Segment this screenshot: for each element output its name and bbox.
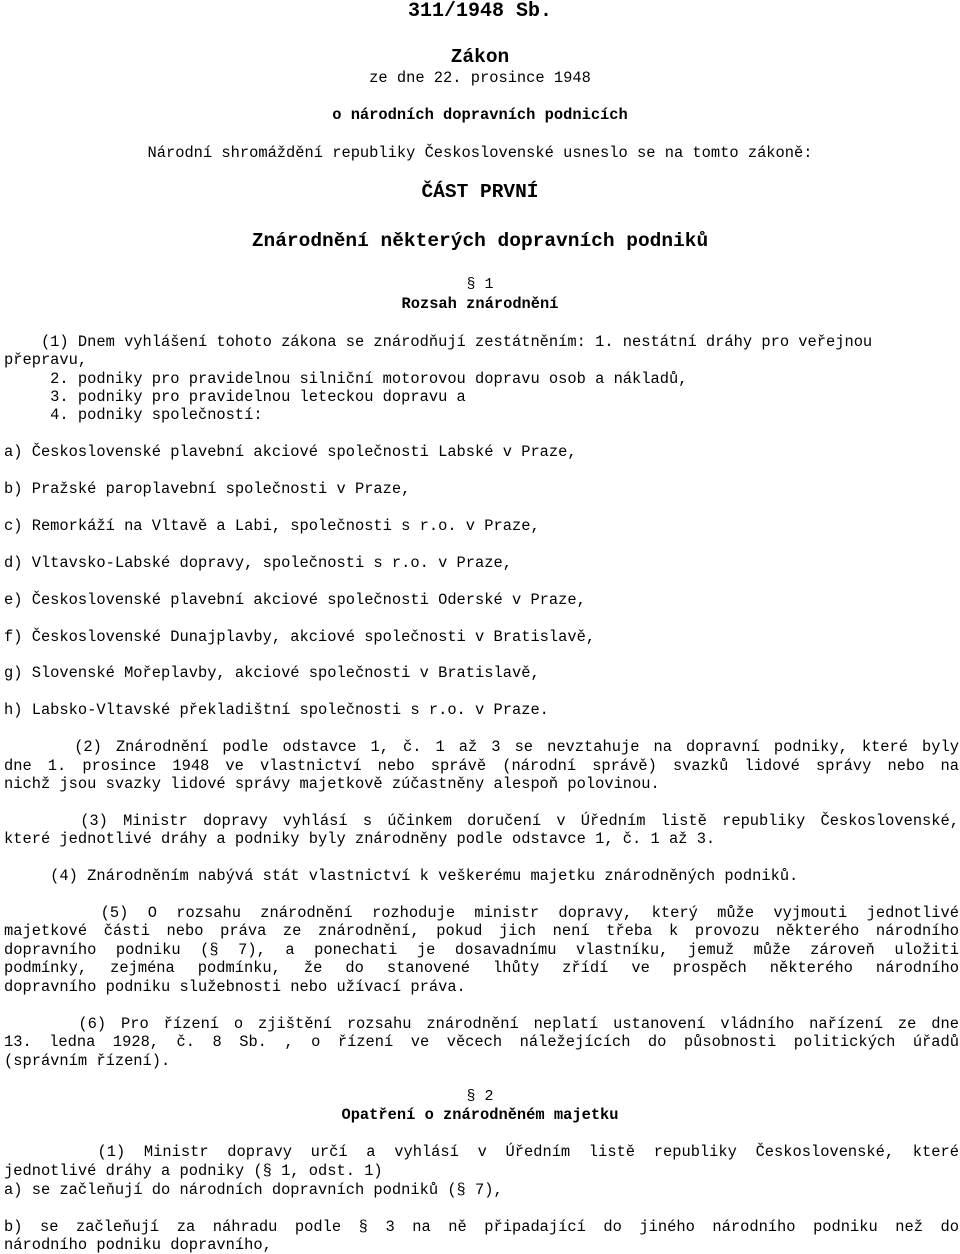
section-1-para6-line3: (správním řízení). xyxy=(4,1052,171,1070)
preamble: Národní shromáždění republiky Československé usneslo se na tomto zákoně: xyxy=(147,144,813,162)
section-1-para1-line2: přepravu, xyxy=(4,351,88,369)
section-1-para2-line3: nichž jsou svazky lidové správy majetkově zúčastněny alespoň polovinou. xyxy=(4,775,660,793)
section-1-para5-line3: dopravního podniku (§ 7), a ponechati je dosavadnímu vlastníku, jemuž může zároveň uložiti xyxy=(4,941,959,959)
section-1-mark: § 1 xyxy=(466,276,494,293)
section-2-item-b-line1: b) se začleňují za náhradu podle § 3 na ně připadající do jiného národního podniku než do xyxy=(4,1218,959,1236)
section-1-para6-line1: (6) Pro řízení o zjištění rozsahu znárodnění neplatí ustanovení vládního nařízení ze dne xyxy=(4,1015,959,1033)
law-number: 311/1948 Sb. xyxy=(407,0,553,23)
company-b: b) Pražské paroplavební společnosti v Praze, xyxy=(4,480,411,498)
section-1-para2-line2: dne 1. prosince 1948 ve vlastnictví nebo správě (národní správě) svazků lidové správy nebo na xyxy=(4,757,959,775)
company-f: f) Československé Dunajplavby, akciové společnosti v Bratislavě, xyxy=(4,628,596,646)
part-title: Znárodnění některých dopravních podniků xyxy=(251,230,709,252)
section-2-title: Opatření o znárodněném majetku xyxy=(341,1106,619,1124)
company-e: e) Československé plavební akciové společnosti Oderské v Praze, xyxy=(4,591,586,609)
law-date: ze dne 22. prosince 1948 xyxy=(369,69,591,87)
section-1-item2: 2. podniky pro pravidelnou silniční motorovou dopravu osob a nákladů, xyxy=(4,370,688,388)
section-1-para3-line2: které jednotlivé dráhy a podniky byly znárodněny podle odstavce 1, č. 1 až 3. xyxy=(4,830,716,848)
section-2-para1-line1: (1) Ministr dopravy určí a vyhlásí v Úředním listě republiky Československé, které xyxy=(4,1143,959,1161)
section-1-para5-line5: dopravního podniku služebnosti nebo užívací práva. xyxy=(4,978,466,996)
section-1-para2-line1: (2) Znárodnění podle odstavce 1, č. 1 až 3 se nevztahuje na dopravní podniky, které byly xyxy=(4,738,959,756)
section-1-para5-line4: podmínky, zejména podmínku, že do stanovené lhůty zřídí ve prospěch některého národního xyxy=(4,959,959,977)
section-2-mark: § 2 xyxy=(466,1088,494,1105)
section-1-item3: 3. podniky pro pravidelnou leteckou dopravu a xyxy=(4,388,466,406)
section-2-para1-line2: jednotlivé dráhy a podniky (§ 1, odst. 1) xyxy=(4,1162,383,1180)
law-type: Zákon xyxy=(450,46,510,68)
company-c: c) Remorkáží na Vltavě a Labi, společnosti s r.o. v Praze, xyxy=(4,517,540,535)
company-g: g) Slovenské Mořeplavby, akciové společnosti v Bratislavě, xyxy=(4,664,540,682)
section-1-para6-line2: 13. ledna 1928, č. 8 Sb. , o řízení ve věcech náležejících do působnosti politických úřadů xyxy=(4,1033,959,1051)
section-1-para4: (4) Znárodněním nabývá stát vlastnictví k veškerému majetku znárodněných podniků. xyxy=(4,867,799,885)
section-1-para3-line1: (3) Ministr dopravy vyhlásí s účinkem doručení v Úředním listě republiky Československé, xyxy=(4,812,959,830)
section-1-item4: 4. podniky společností: xyxy=(4,406,263,424)
section-1-para5-line2: majetkové části nebo práva ze znárodnění, pokud jich není třeba k provozu některého národního xyxy=(4,922,959,940)
company-h: h) Labsko-Vltavské překladištní společnosti s r.o. v Praze. xyxy=(4,701,549,719)
part-label: ČÁST PRVNÍ xyxy=(421,181,539,203)
section-2-item-b-line2: národního podniku dopravního, xyxy=(4,1236,272,1254)
section-1-title: Rozsah znárodnění xyxy=(401,295,559,313)
section-1-para1-line1: (1) Dnem vyhlášení tohoto zákona se znárodňují zestátněním: 1. nestátní dráhy pro veřejnou xyxy=(4,333,873,351)
company-a: a) Československé plavební akciové společnosti Labské v Praze, xyxy=(4,443,577,461)
section-2-item-a: a) se začleňují do národních dopravních podniků (§ 7), xyxy=(4,1181,503,1199)
company-d: d) Vltavsko-Labské dopravy, společnosti s r.o. v Praze, xyxy=(4,554,512,572)
section-1-para5-line1: (5) O rozsahu znárodnění rozhoduje ministr dopravy, který může vyjmouti jednotlivé xyxy=(4,904,959,922)
law-subject: o národních dopravních podnicích xyxy=(332,106,628,124)
